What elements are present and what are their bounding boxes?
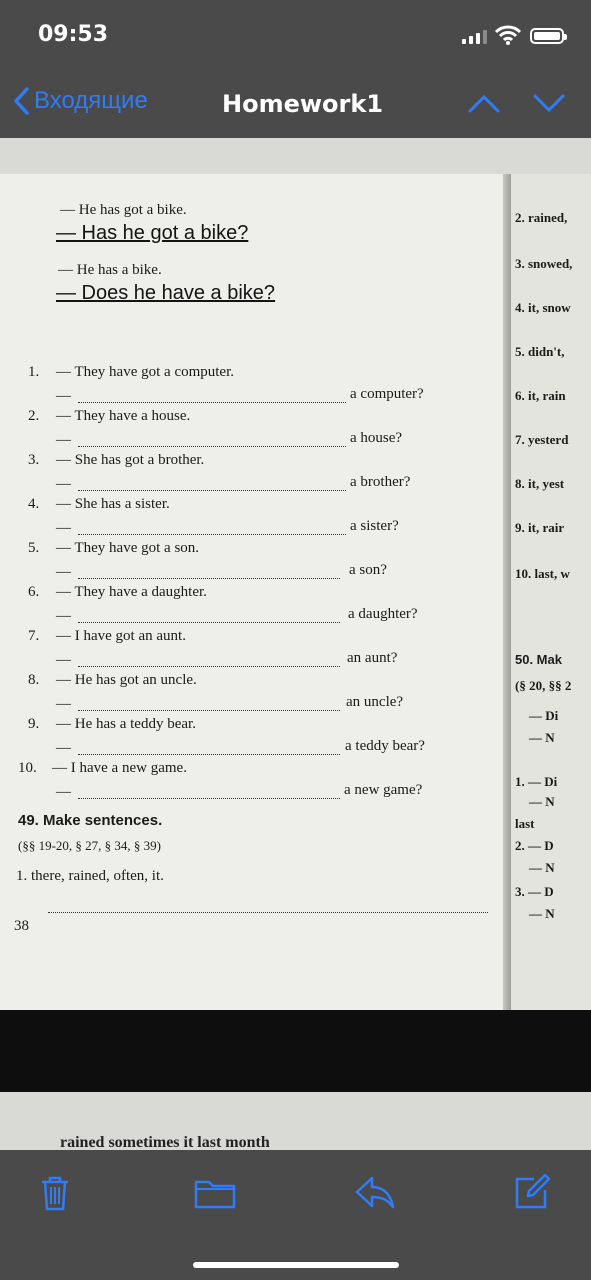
- dash: —: [56, 388, 71, 404]
- item-suffix: an aunt?: [347, 650, 398, 666]
- right-column-line: — Di: [529, 708, 559, 723]
- item-number: 6.: [28, 584, 40, 600]
- item-sentence: — They have got a computer.: [56, 364, 235, 380]
- right-column-line: — N: [529, 730, 555, 745]
- right-column-line: 2. rained,: [515, 210, 568, 225]
- item-sentence: — She has got a brother.: [56, 452, 205, 468]
- bottom-toolbar: [0, 1150, 591, 1280]
- status-time: 09:53: [38, 22, 109, 47]
- item-sentence: — They have a daughter.: [56, 584, 207, 600]
- right-page: [511, 174, 591, 1010]
- right-column-line: (§ 20, §§ 2: [515, 678, 572, 693]
- chevron-up-icon[interactable]: [467, 92, 501, 114]
- right-column-line: 10. last, w: [515, 566, 570, 581]
- answer-line: [78, 754, 340, 755]
- exercise-49-item-1: 1. there, rained, often, it.: [16, 868, 164, 884]
- item-number: 3.: [28, 452, 40, 468]
- page-title: Homework1: [222, 90, 384, 118]
- item-number: 1.: [28, 364, 40, 380]
- reply-icon[interactable]: [354, 1174, 396, 1210]
- right-column-line: 5. didn't,: [515, 344, 565, 359]
- answer-line: [78, 534, 346, 535]
- right-column-line: 1. — Di: [515, 774, 558, 789]
- dash: —: [56, 740, 71, 756]
- right-column-line: last: [515, 816, 535, 831]
- chevron-down-icon[interactable]: [532, 92, 566, 114]
- right-column-line: 4. it, snow: [515, 300, 571, 315]
- answer-line: [78, 402, 346, 403]
- item-sentence: — He has a teddy bear.: [56, 716, 196, 732]
- back-button[interactable]: [12, 86, 148, 116]
- right-column-line: — N: [529, 906, 555, 921]
- status-bar: [0, 0, 591, 72]
- back-label: Входящие: [34, 87, 148, 114]
- item-suffix: a new game?: [344, 782, 423, 798]
- exercise-49-title: 49. Make sentences.: [18, 812, 163, 829]
- dash: —: [56, 652, 71, 668]
- item-suffix: a computer?: [350, 386, 424, 402]
- attachment-preview[interactable]: [0, 138, 591, 1010]
- example-1-text: — He has got a bike.: [60, 202, 187, 218]
- item-sentence: — She has a sister.: [56, 496, 170, 512]
- dash: —: [56, 564, 71, 580]
- example-2-answer: — Does he have a bike?: [56, 282, 276, 304]
- item-number: 9.: [28, 716, 40, 732]
- next-page-text: rained sometimes it last month: [60, 1134, 270, 1150]
- dash: —: [56, 608, 71, 624]
- item-suffix: an uncle?: [346, 694, 404, 710]
- dash: —: [56, 784, 71, 800]
- right-column-line: 6. it, rain: [515, 388, 566, 403]
- item-sentence: — I have got an aunt.: [56, 628, 186, 644]
- signal-icon: [462, 28, 487, 44]
- answer-line: [48, 912, 488, 913]
- item-sentence: — They have a house.: [56, 408, 191, 424]
- right-column-line: 3. snowed,: [515, 256, 573, 271]
- right-column-line: 9. it, rair: [515, 520, 565, 535]
- item-number: 10.: [18, 760, 37, 776]
- answer-line: [78, 578, 340, 579]
- trash-icon[interactable]: [38, 1174, 72, 1212]
- answer-line: [78, 798, 340, 799]
- right-column-line: 7. yesterd: [515, 432, 569, 447]
- dash: —: [56, 432, 71, 448]
- answer-line: [78, 622, 340, 623]
- answer-line: [78, 710, 340, 711]
- item-suffix: a sister?: [350, 518, 399, 534]
- answer-line: [78, 666, 340, 667]
- dash: —: [56, 476, 71, 492]
- right-column-line: 3. — D: [515, 884, 554, 899]
- exercise-49-refs: (§§ 19-20, § 27, § 34, § 39): [18, 838, 161, 853]
- book-gutter: [503, 174, 511, 1010]
- nav-bar: [0, 72, 591, 138]
- folder-icon[interactable]: [194, 1174, 236, 1210]
- item-number: 8.: [28, 672, 40, 688]
- home-indicator: [193, 1262, 399, 1268]
- item-suffix: a teddy bear?: [345, 738, 425, 754]
- item-suffix: a son?: [349, 562, 387, 578]
- item-number: 7.: [28, 628, 40, 644]
- preview-gap: [0, 1010, 591, 1092]
- compose-icon[interactable]: [514, 1174, 550, 1210]
- item-suffix: a daughter?: [348, 606, 418, 622]
- right-column-line: — N: [529, 794, 555, 809]
- dash: —: [56, 696, 71, 712]
- battery-icon: [530, 28, 564, 44]
- item-number: 2.: [28, 408, 40, 424]
- right-column-line: 50. Mak: [515, 652, 562, 667]
- wifi-icon: [495, 24, 521, 46]
- example-2-text: — He has a bike.: [58, 262, 162, 278]
- item-number: 4.: [28, 496, 40, 512]
- worksheet-page: [0, 174, 503, 1010]
- example-1-answer: — Has he got a bike?: [56, 222, 249, 244]
- answer-line: [78, 490, 346, 491]
- right-column-line: 8. it, yest: [515, 476, 565, 491]
- item-suffix: a brother?: [350, 474, 411, 490]
- answer-line: [78, 446, 346, 447]
- next-page-preview[interactable]: [0, 1092, 591, 1150]
- dash: —: [56, 520, 71, 536]
- item-suffix: a house?: [350, 430, 403, 446]
- right-column-line: 2. — D: [515, 838, 554, 853]
- right-column-line: — N: [529, 860, 555, 875]
- item-sentence: — I have a new game.: [52, 760, 187, 776]
- chevron-left-icon: [12, 86, 30, 116]
- item-number: 5.: [28, 540, 40, 556]
- page-number: 38: [14, 918, 29, 934]
- item-sentence: — He has got an uncle.: [56, 672, 197, 688]
- item-sentence: — They have got a son.: [56, 540, 200, 556]
